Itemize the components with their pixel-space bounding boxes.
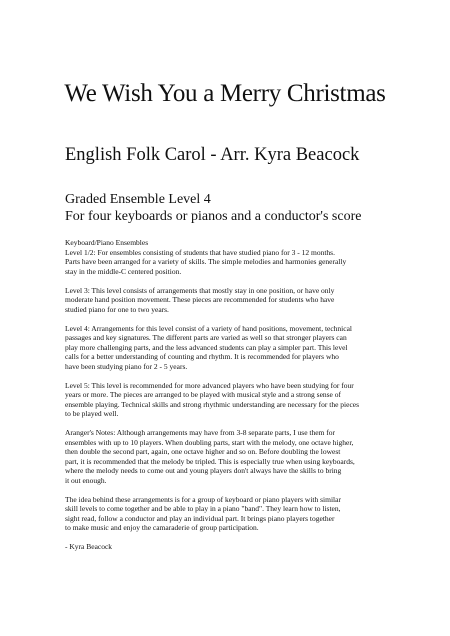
text-line: to be played well.: [65, 409, 119, 418]
text-line: stay in the middle-C centered position.: [65, 266, 182, 276]
text-line: Level 5: This level is recommended for more advanced players who have been studying for four: [65, 380, 354, 390]
text-line: Aranger's Notes: Although arrangements may have from 3-8 separate parts, I use them for: [65, 428, 336, 437]
text-line: moderate hand position movement. These pieces are recommended for students who have: [65, 295, 335, 304]
text-line: have been studying piano for 2 - 5 years.: [65, 361, 188, 371]
text-line: part, it is recommended that the melody be tripled. This is especially true when using keyboards,: [65, 456, 355, 466]
text-line: Level 3: This level consists of arrangements that mostly stay in one position, or have only: [65, 285, 335, 295]
paragraph-level-4: [65, 324, 405, 372]
text-line: skill levels to come together and be able to play in a piano "band". They learn how to listen,: [65, 504, 341, 513]
text-line: ensemble playing. Technical skills and strong rhythmic understanding are necessary for the pieces: [65, 399, 360, 409]
text-line: ensembles with up to 10 players. When doubling parts, start with the melody, one octave higher,: [65, 437, 354, 447]
text-line: play more challenging parts, and the less advanced students can play a simpler part. This level: [65, 342, 348, 352]
text-line: Level 1/2: For ensembles consisting of students that have studied piano for 3 - 12 months.: [65, 247, 335, 257]
page-title: We Wish You a Merry Christmas: [64, 80, 386, 107]
paragraph-intro-level-1-2: [65, 238, 405, 276]
text-line: years or more. The pieces are arranged to be played with musical style and a strong sense of: [65, 390, 342, 399]
author-signature: - Kyra Beacock: [65, 542, 113, 551]
composer-arranger-line: English Folk Carol - Arr. Kyra Beacock: [65, 145, 360, 165]
paragraph-arranger-notes: [65, 428, 405, 485]
text-line: then double the second part, again, one octave higher and so on. Before doubling the lowest: [65, 447, 341, 456]
paragraph-idea: [65, 495, 405, 533]
text-line: passages and key signatures. The different parts are varied as well so that stronger players can: [65, 333, 347, 342]
ensemble-level: Graded Ensemble Level 4: [65, 192, 211, 207]
paragraph-level-3: [65, 286, 405, 315]
text-line: where the melody needs to come out and young players don't always have the skills to bring: [65, 466, 342, 475]
text-line: Level 4: Arrangements for this level consist of a variety of hand positions, movement, technical: [65, 323, 353, 333]
instrumentation: For four keyboards or pianos and a conductor's score: [65, 209, 362, 224]
text-line: it out enough.: [65, 475, 107, 485]
text-line: calls for a better understanding of counting and rhythm. It is recommended for players who: [65, 352, 339, 361]
paragraph-level-5: [65, 381, 405, 419]
text-line: The idea behind these arrangements is for a group of keyboard or piano players with similar: [65, 494, 341, 504]
description-body: [65, 238, 405, 561]
text-line: to make music and enjoy the camaraderie of group participation.: [65, 523, 259, 532]
text-line: studied piano for one to two years.: [65, 304, 169, 314]
text-line: sight read, follow a conductor and play an individual part. It brings piano players together: [65, 513, 335, 523]
text-line: Parts have been arranged for a variety of skills. The simple melodies and harmonies generally: [65, 257, 347, 266]
text-line: Keyboard/Piano Ensembles: [65, 238, 149, 247]
signature-line: [65, 542, 405, 552]
